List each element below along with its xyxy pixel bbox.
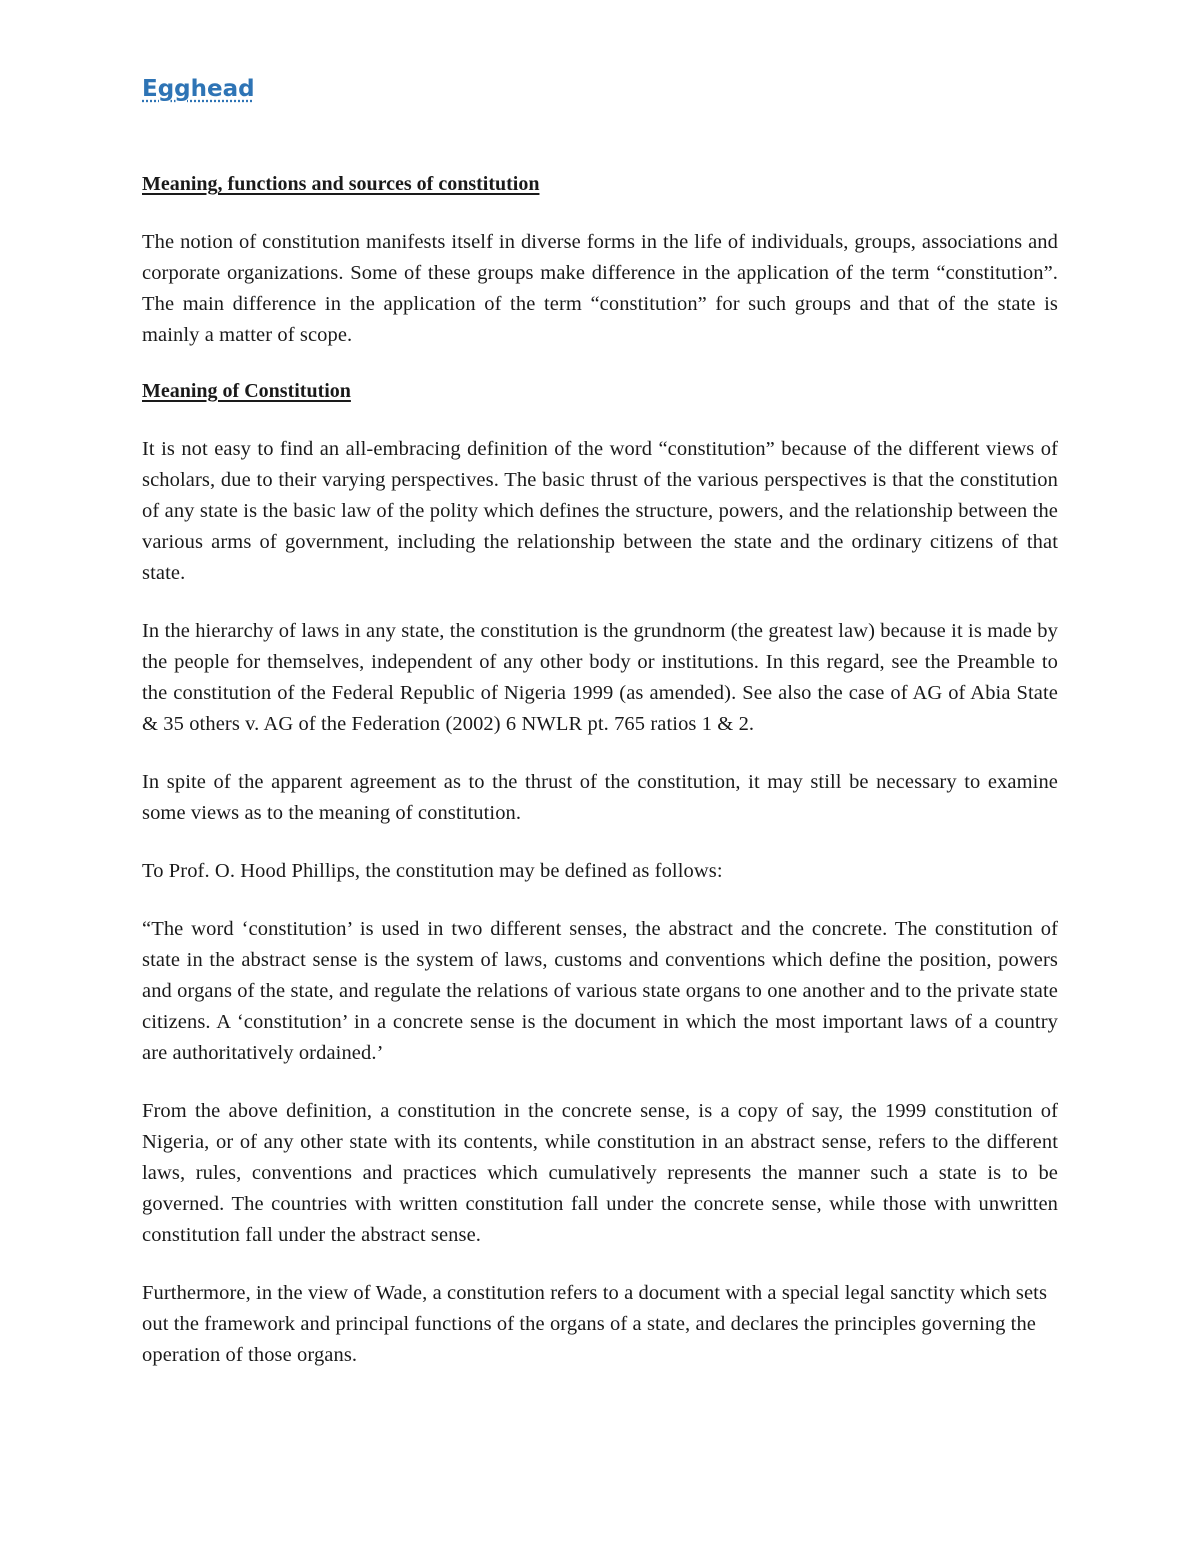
document-title: Meaning, functions and sources of constitution <box>142 173 540 195</box>
paragraph-hierarchy: In the hierarchy of laws in any state, the constitution is the grundnorm (the greatest law) because it is made by the people for themselves, independent of any other body or institutions. In this regard, see the Preamble to the constitution of the Federal Republic of Nigeria 1999 (as amended). See also the case of AG of Abia State & 35 others v. AG of the Federation (2002) 6 NWLR pt. 765 ratios 1 & 2. <box>142 620 1058 735</box>
paragraph-hood-phillips-quote: “The word ‘constitution’ is used in two different senses, the abstract and the concrete. The constitution of state in the abstract sense is the system of laws, customs and conventions which define the position, powers and organs of the state, and regulate the relations of various state organs to one another and to the private state citizens. A ‘constitution’ in a concrete sense is the document in which the most important laws of a country are authoritatively ordained.’ <box>142 918 1058 1064</box>
paragraph-hood-phillips-intro: To Prof. O. Hood Phillips, the constitution may be defined as follows: <box>142 860 723 882</box>
paragraph-definition: It is not easy to find an all-embracing definition of the word “constitution” because of the different views of scholars, due to their varying perspectives. The basic thrust of the various perspectives is that the constitution of any state is the basic law of the polity which defines the structure, powers, and the relationship between the various arms of government, including the relationship between the state and the ordinary citizens of that state. <box>142 438 1058 584</box>
document-page <box>142 74 1058 1398</box>
paragraph-wade: Furthermore, in the view of Wade, a constitution refers to a document with a special legal sanctity which sets out the framework and principal functions of the organs of a state, and declares the principles governing the operation of those organs. <box>142 1282 1048 1366</box>
section-heading: Meaning of Constitution <box>142 380 351 402</box>
brand-title: Egghead <box>142 76 255 102</box>
intro-paragraph: The notion of constitution manifests itself in diverse forms in the life of individuals, groups, associations and corporate organizations. Some of these groups make difference in the application of the term “constitution”. The main difference in the application of the term “constitution” for such groups and that of the state is mainly a matter of scope. <box>142 231 1058 346</box>
paragraph-agreement: In spite of the apparent agreement as to the thrust of the constitution, it may still be necessary to examine some views as to the meaning of constitution. <box>142 771 1058 824</box>
paragraph-concrete-abstract: From the above definition, a constitution in the concrete sense, is a copy of say, the 1999 constitution of Nigeria, or of any other state with its contents, while constitution in an abstract sense, refers to the different laws, rules, conventions and practices which cumulatively represents the manner such a state is to be governed. The countries with written constitution fall under the concrete sense, while those with unwritten constitution fall under the abstract sense. <box>142 1100 1058 1246</box>
